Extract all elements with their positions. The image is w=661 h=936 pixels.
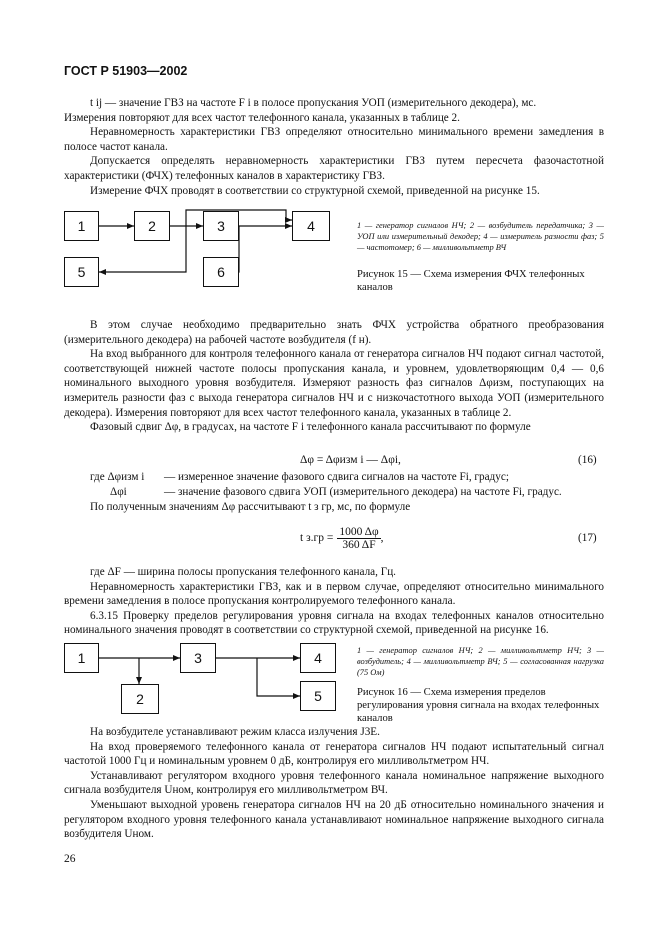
page-number: 26	[64, 853, 76, 865]
para-6315: 6.3.15 Проверку пределов регулирования уровня сигнала на входах телефонных каналов относительно номинального значения проводят в соответствии со структурной схемой, приведенной на рисунке 16.	[64, 609, 604, 637]
para-case: В этом случае необходимо предварительно знать ФЧХ устройства обратного преобразования (измерительного декодера) на рабочей частоте возбудителя (f н).	[64, 319, 604, 346]
where16-b-text: — значение фазового сдвига УОП (измерительного декодера) на частоте Fi, градус.	[164, 485, 562, 498]
para-phase: Фазовый сдвиг Δφ, в градусах, на частоте F i телефонного канала рассчитывают по формуле	[90, 421, 531, 434]
para-decrease: Уменьшают выходной уровень генератора сигналов НЧ на 20 дБ относительно номинального значения и регулятором входного уровня телефонного канала устанавливают номинальное напряжение выходного сигнала возбудителя Uном.	[64, 798, 604, 841]
bottom-text	[64, 725, 604, 842]
fig15-box-2: 2	[134, 211, 170, 241]
para-input: На вход выбранного для контроля телефонного канала от генератора сигналов НЧ подают сигнал частотой, соответствующей нижней частоте полосы пропускания канала, и уровнем, удовлетворяющим 0,4 — 0,6 номинального выходного уровня возбудителя. Измеряют разность фаз сигналов Δφизм, поступающих на измеритель разности фаз с выхода генератора сигналов НЧ и с низкочастотного выхода УОП (измерительного декодера). Измерения повторяют для всех частот телефонного канала, указанных в таблице 2.	[64, 348, 604, 419]
fig15-box-6: 6	[203, 257, 239, 287]
where-17: где ΔF — ширина полосы пропускания телефонного канала, Гц.	[90, 566, 396, 578]
fig16-caption: Рисунок 16 — Схема измерения пределов регулирования уровня сигнала на входах телефонных каналов	[357, 687, 600, 724]
fig15-box-4: 4	[292, 211, 330, 241]
para-allowed: Допускается определять неравномерность характеристики ГВЗ путем пересчета фазочастотной характеристики (ФЧХ) телефонных каналов в характеристику ГВЗ.	[64, 155, 604, 182]
para-test: На вход проверяемого телефонного канала от генератора сигналов НЧ подают испытательный сигнал частотой 1000 Гц и номинальным уровнем 0 дБ, контролируя его милливольтметром НЧ.	[64, 740, 604, 768]
fig15-box-3: 3	[203, 211, 239, 241]
eq-number-16: (16)	[578, 454, 597, 466]
eq-number-17: (17)	[578, 532, 597, 544]
fig15-legend: 1 — генератор сигналов НЧ; 2 — возбудитель передатчика; 3 — УОП или измерительный декодер; 4 — измеритель разности фаз; 5 — частотомер; 6 — милливольтметр ВЧ	[357, 221, 604, 252]
fig16-box-4: 4	[300, 643, 336, 673]
fig16-box-5: 5	[300, 681, 336, 711]
para-ti: t ij — значение ГВЗ на частоте F i в полосе пропускания УОП (измерительного декодера), мс.	[90, 97, 537, 109]
para-uneven2: Неравномерность характеристики ГВЗ, как и в первом случае, определяют относительно минимального времени замедления в полосе пропускания контролируемого телефонного канала.	[64, 580, 604, 608]
formula17-denominator: 360 ΔF	[342, 538, 376, 551]
fig16-legend: 1 — генератор сигналов НЧ; 2 — милливольтметр НЧ; 3 — возбудитель; 4 — милливольтметр ВЧ; 5 — согласованная нагрузка (75 Ом)	[357, 646, 604, 677]
para-fchx: Измерение ФЧХ проводят в соответствии со структурной схемой, приведенной на рисунке 15.	[90, 184, 540, 197]
formula-16: Δφ = Δφизм i — Δφi,	[300, 454, 401, 466]
where16-a-symbol: где Δφизм i	[90, 471, 145, 483]
para-regulator: Устанавливают регулятором входного уровня телефонного канала номинальное напряжение выходного сигнала возбудителя Uном, контролируя его милливольтметром ВЧ.	[64, 769, 604, 797]
para-repeat1: Измерения повторяют для всех частот телефонного канала, указанных в таблице 2.	[64, 111, 460, 124]
fig16-box-1: 1	[64, 643, 99, 673]
para-mode: На возбудителе устанавливают режим класса излучения J3E.	[90, 726, 380, 738]
where16-b-symbol: Δφi	[110, 485, 127, 498]
para-values: По полученным значениям Δφ рассчитывают t з гр, мс, по формуле	[90, 501, 411, 513]
formula17-tail: ,	[380, 532, 384, 544]
page-header: ГОСТ Р 51903—2002	[64, 64, 188, 78]
fig15-box-5: 5	[64, 257, 99, 287]
formula17-numerator: 1000 Δφ	[339, 525, 379, 538]
fig15-caption: Рисунок 15 — Схема измерения ФЧХ телефонных каналов	[357, 269, 585, 293]
formula17-lhs: t з.гр =	[300, 532, 334, 544]
fig16-box-3: 3	[180, 643, 216, 673]
fig15-box-1: 1	[64, 211, 99, 241]
where16-a-text: — измеренное значение фазового сдвига сигналов на частоте Fi, градус;	[164, 471, 509, 483]
fig16-box-2: 2	[121, 684, 159, 714]
para-uneven1: Неравномерность характеристики ГВЗ определяют относительно минимального времени замедления в полосе частот канала.	[64, 126, 604, 153]
